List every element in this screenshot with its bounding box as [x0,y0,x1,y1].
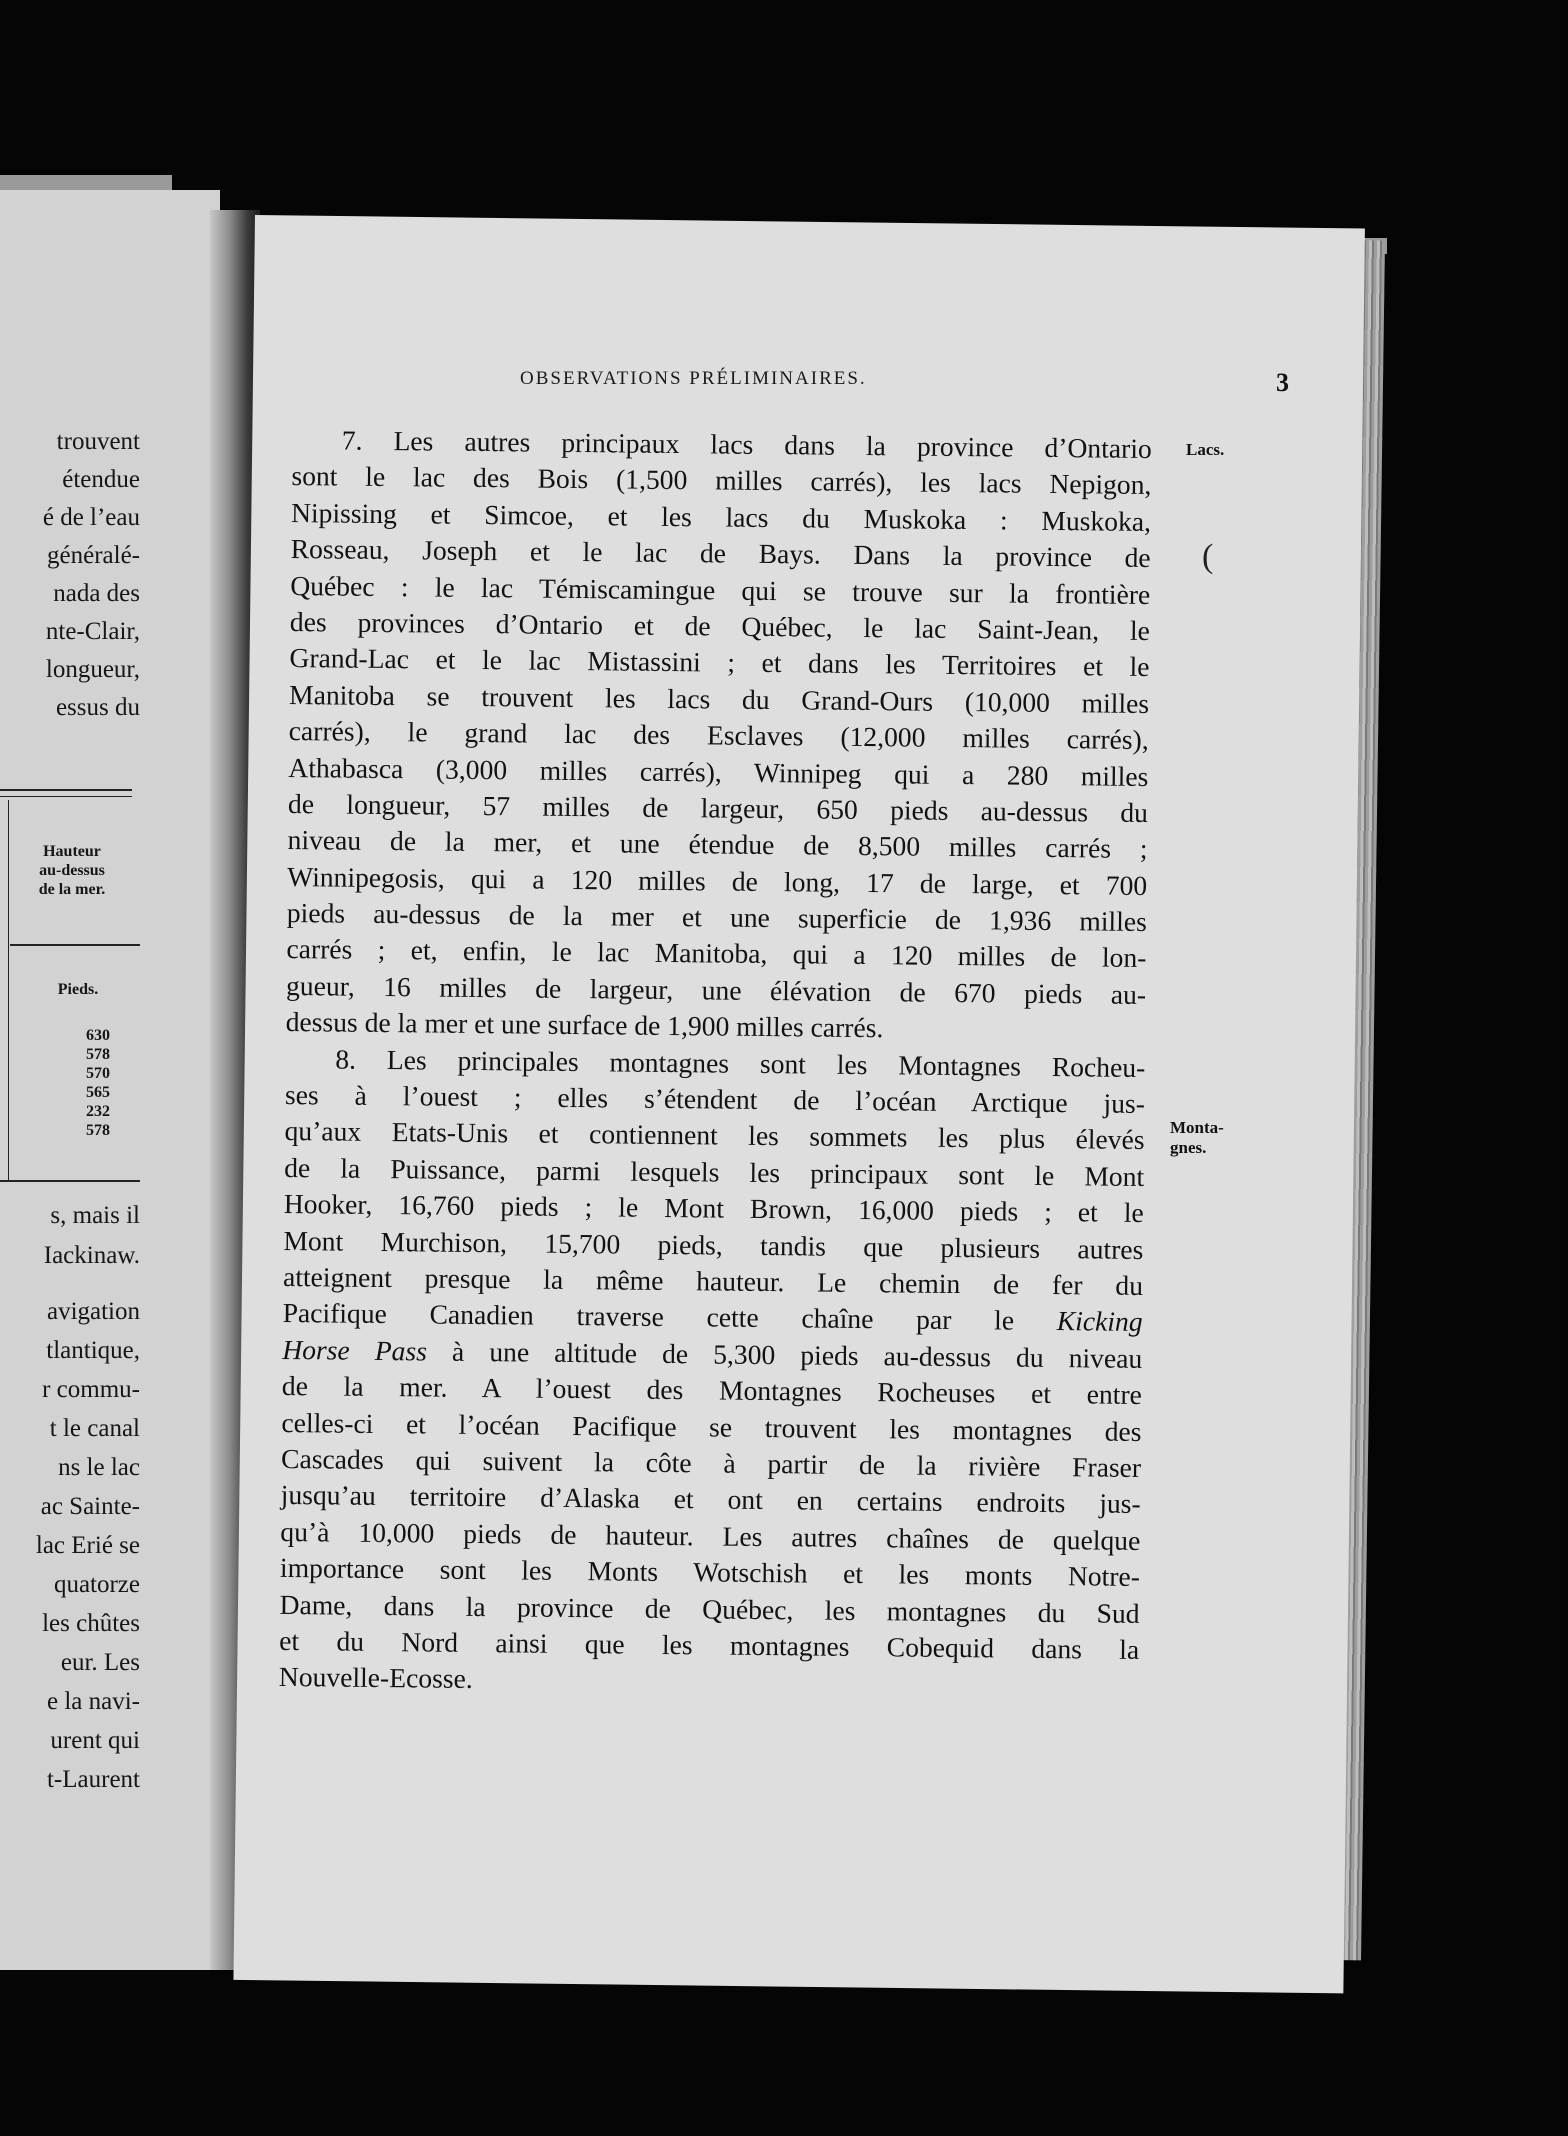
left-line: t-Laurent [46,1766,140,1793]
left-line: longueur, [45,656,140,683]
text-line: carrés), le grand lac des Esclaves (12,000 milles carrés), [288,715,1149,756]
text-line: 7. Les autres principaux lacs dans la province d’Ontario [341,424,1152,465]
table-value: 578 [86,1122,110,1139]
table-column-rule [8,800,9,1180]
italic-place-name: Horse Pass [282,1333,428,1367]
left-line: s, mais il [50,1202,140,1229]
text-line: qu’à 10,000 pieds de hauteur. Les autres chaînes de quelque [280,1515,1141,1556]
italic-place-name: Kicking [1056,1305,1143,1338]
margin-note-line: Monta- [1170,1118,1224,1137]
table-value: 232 [86,1103,110,1120]
left-line: généralé- [47,542,140,569]
margin-brace-mark: ( [1202,538,1214,575]
table-value: 578 [86,1046,110,1063]
left-line: Iackinaw. [43,1242,140,1269]
table-top-rule [0,789,132,791]
left-page-top-text [0,424,140,724]
text-segment: Pacifique Canadien traverse cette chaîne par le [282,1297,1015,1336]
left-line: trouvent [56,428,140,455]
table-header-rule [10,944,140,946]
text-line: ses à l’ouest ; elles s’étendent de l’océan Arctique jus- [284,1078,1146,1119]
text-line: 8. Les principales montagnes sont les Montagnes Rocheu- [335,1043,1146,1083]
text-line: de longueur, 57 milles de largeur, 650 pieds au-dessus du [287,787,1149,828]
left-line: étendue [62,466,140,493]
left-line: t le canal [49,1415,140,1442]
margin-note-montagnes [1170,1118,1224,1158]
text-line: et du Nord ainsi que les montagnes Cobequid dans la [279,1624,1140,1665]
text-line: celles-ci et l’océan Pacifique se trouvent les montagnes des [281,1406,1142,1447]
table-value: 630 [86,1027,110,1044]
text-line: pieds au-dessus de la mer et une superficie de 1,936 milles [286,897,1147,938]
text-line: gueur, 16 milles de largeur, une élévation de 670 pieds au- [285,969,1147,1010]
text-line: Québec : le lac Témiscamingue qui se trouve sur la frontière [290,569,1151,610]
table-values [86,1026,110,1140]
table-unit: Pieds. [57,981,99,998]
text-line: Athabasca (3,000 milles carrés), Winnipeg qui a 280 milles [288,751,1149,792]
left-line: avigation [46,1298,140,1325]
text-line: jusqu’au territoire d’Alaska et ont en certains endroits jus- [280,1479,1141,1520]
text-line: Mont Murchison, 15,700 pieds, tandis que plusieurs autres [283,1224,1144,1265]
text-line: carrés ; et, enfin, le lac Manitoba, qui a 120 milles de lon- [286,933,1147,974]
text-line: de la Puissance, parmi lesquels les principaux sont le Mont [284,1151,1145,1192]
text-line: sont le lac des Bois (1,500 milles carrés), les lacs Nepigon, [291,460,1152,501]
text-line: Grand-Lac et le lac Mistassini ; et dans les Territoires et le [289,642,1150,683]
text-line: Nouvelle-Ecosse. [278,1661,473,1695]
table-bottom-rule [0,1180,140,1182]
left-line: ns le lac [58,1454,140,1481]
left-line: lac Erié se [35,1532,140,1559]
text-line: qu’aux Etats-Unis et contiennent les sommets les plus élevés [284,1115,1145,1156]
left-line: les chûtes [42,1610,140,1637]
text-line: des provinces d’Ontario et de Québec, le lac Saint-Jean, le [289,605,1151,646]
text-line: atteignent presque la même hauteur. Le chemin de fer du [282,1260,1144,1301]
table-header-line: de la mer. [38,881,106,898]
left-line: quatorze [53,1571,140,1598]
left-line: nada des [53,580,140,607]
table-header [12,842,132,899]
left-line: nte-Clair, [45,618,140,645]
left-line: essus du [55,694,140,721]
margin-note-lacs: Lacs. [1186,440,1225,459]
table-header-line: au-dessus [39,862,105,879]
margin-note-line: gnes. [1170,1138,1207,1157]
table-value: 570 [86,1065,110,1082]
left-line: r commu- [42,1376,140,1403]
text-line: Cascades qui suivent la côte à partir de la rivière Fraser [280,1442,1142,1483]
text-line: de la mer. A l’ouest des Montagnes Rocheuses et entre [281,1370,1143,1411]
left-line: eur. Les [60,1649,140,1676]
table-top-rule-2 [0,796,132,797]
left-line: e la navi- [46,1688,140,1715]
main-text-block [279,422,1152,1705]
left-line: urent qui [50,1727,140,1754]
text-line: Manitoba se trouvent les lacs du Grand-Ours (10,000 milles [288,678,1150,719]
table-value: 565 [86,1084,110,1101]
text-line: Rosseau, Joseph et le lac de Bays. Dans la province de [290,533,1151,574]
left-line: ac Sainte- [40,1493,140,1520]
text-line: dessus de la mer et une surface de 1,900 milles carrés. [285,1006,884,1044]
text-segment: à une altitude de 5,300 pieds au-dessus du niveau [451,1335,1143,1374]
text-line: Winnipegosis, qui a 120 milles de long, 17 de large, et 700 [287,860,1148,901]
left-line: é de l’eau [42,504,140,531]
left-page-bottom-text [0,1198,140,1808]
page-number: 3 [1276,368,1289,397]
text-line: Dame, dans la province de Québec, les montagnes du Sud [279,1588,1140,1629]
text-line: niveau de la mer, et une étendue de 8,500 milles carrés ; [287,824,1148,865]
text-line: Nipissing et Simcoe, et les lacs du Muskoka : Muskoka, [290,496,1152,537]
text-line: Hooker, 16,760 pieds ; le Mont Brown, 16,000 pieds ; et le [283,1188,1144,1229]
text-line: importance sont les Monts Wotschish et les monts Notre- [279,1552,1141,1593]
table-header-line: Hauteur [43,843,101,860]
running-header: OBSERVATIONS PRÉLIMINAIRES. [520,368,867,389]
left-line: tlantique, [46,1337,140,1364]
